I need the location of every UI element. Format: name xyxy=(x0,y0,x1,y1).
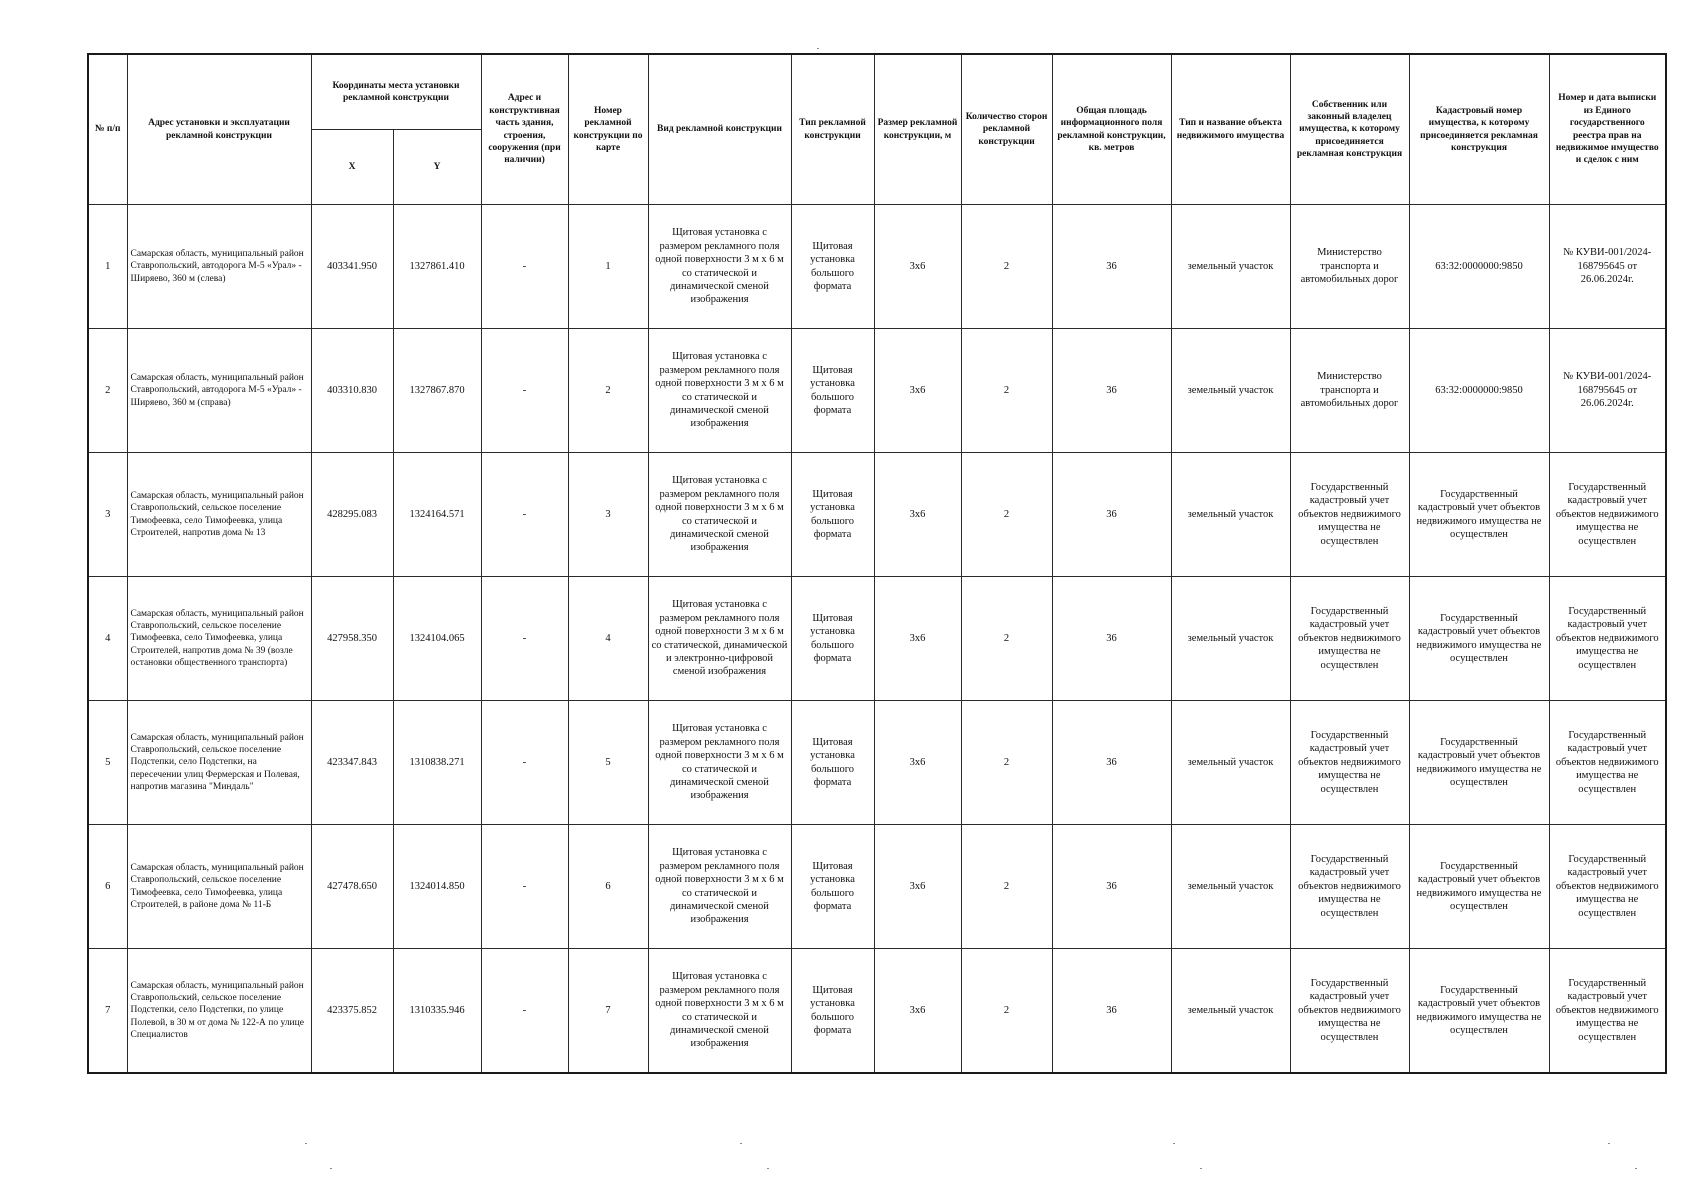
scan-speck xyxy=(740,1143,742,1144)
cell-area: 36 xyxy=(1052,577,1171,701)
header-sides: Количество сторон рекламной конструкции xyxy=(961,54,1052,205)
scan-speck xyxy=(767,1168,769,1169)
cell-cadastral: Государственный кадастровый учет объектов недвижимого имущества не осуществлен xyxy=(1409,577,1549,701)
cell-y: 1324014.850 xyxy=(393,825,481,949)
table-row xyxy=(88,329,1666,453)
cell-area: 36 xyxy=(1052,825,1171,949)
scan-speck xyxy=(1200,1168,1202,1169)
table-header xyxy=(88,54,1666,205)
cell-sides: 2 xyxy=(961,825,1052,949)
cell-num: 5 xyxy=(88,701,127,825)
cell-address: Самарская область, муниципальный район Ставропольский, автодорога М-5 «Урал» - Ширяево, 360 м (слева) xyxy=(127,205,311,329)
cell-property-type: земельный участок xyxy=(1171,825,1290,949)
cell-x: 427958.350 xyxy=(311,577,393,701)
cell-sides: 2 xyxy=(961,577,1052,701)
cell-address: Самарская область, муниципальный район Ставропольский, сельское поселение Тимофеевка, село Тимофеевка, улица Строителей, напротив дома № 39 (возле остановки общественного транспорта) xyxy=(127,577,311,701)
header-address: Адрес установки и эксплуатации рекламной конструкции xyxy=(127,54,311,205)
cell-type: Щитовая установка большого формата xyxy=(791,205,874,329)
header-owner: Собственник или законный владелец имущества, к которому присоединяется рекламная конструкция xyxy=(1290,54,1409,205)
header-cadastral: Кадастровый номер имущества, к которому присоединяется рекламная конструкция xyxy=(1409,54,1549,205)
header-area: Общая площадь информационного поля рекламной конструкции, кв. метров xyxy=(1052,54,1171,205)
cell-num: 4 xyxy=(88,577,127,701)
header-map-num: Номер рекламной конструкции по карте xyxy=(568,54,648,205)
cell-sides: 2 xyxy=(961,701,1052,825)
scan-speck xyxy=(817,48,819,49)
cell-type: Щитовая установка большого формата xyxy=(791,949,874,1074)
cell-kind: Щитовая установка с размером рекламного поля одной поверхности 3 м х 6 м со статической и динамической сменой изображения xyxy=(648,949,791,1074)
cell-size: 3х6 xyxy=(874,949,961,1074)
cell-property-type: земельный участок xyxy=(1171,577,1290,701)
header-size: Размер рекламной конструкции, м xyxy=(874,54,961,205)
cell-cadastral: Государственный кадастровый учет объектов недвижимого имущества не осуществлен xyxy=(1409,453,1549,577)
cell-building: - xyxy=(481,453,568,577)
cell-area: 36 xyxy=(1052,329,1171,453)
cell-size: 3х6 xyxy=(874,453,961,577)
cell-type: Щитовая установка большого формата xyxy=(791,577,874,701)
cell-owner: Министерство транспорта и автомобильных дорог xyxy=(1290,329,1409,453)
cell-map-num: 2 xyxy=(568,329,648,453)
cell-area: 36 xyxy=(1052,453,1171,577)
cell-type: Щитовая установка большого формата xyxy=(791,825,874,949)
header-egrn: Номер и дата выписки из Единого государственного реестра прав на недвижимое имущество и сделок с ним xyxy=(1549,54,1666,205)
cell-property-type: земельный участок xyxy=(1171,329,1290,453)
cell-owner: Государственный кадастровый учет объектов недвижимого имущества не осуществлен xyxy=(1290,949,1409,1074)
cell-sides: 2 xyxy=(961,453,1052,577)
header-property-type: Тип и название объекта недвижимого имущества xyxy=(1171,54,1290,205)
scan-speck xyxy=(1173,1143,1175,1144)
cell-size: 3х6 xyxy=(874,205,961,329)
header-row-top xyxy=(88,54,1666,130)
cell-x: 423347.843 xyxy=(311,701,393,825)
cell-egrn: № КУВИ-001/2024-168795645 от 26.06.2024г. xyxy=(1549,329,1666,453)
scan-speck xyxy=(1635,1168,1637,1169)
cell-kind: Щитовая установка с размером рекламного поля одной поверхности 3 м х 6 м со статической и динамической сменой изображения xyxy=(648,453,791,577)
header-coords: Координаты места установки рекламной конструкции xyxy=(311,54,481,130)
cell-kind: Щитовая установка с размером рекламного поля одной поверхности 3 м х 6 м со статической и динамической сменой изображения xyxy=(648,205,791,329)
cell-x: 403341.950 xyxy=(311,205,393,329)
cell-kind: Щитовая установка с размером рекламного поля одной поверхности 3 м х 6 м со статической, динамической и электронно-цифровой сменой изображения xyxy=(648,577,791,701)
table-body xyxy=(88,205,1666,1074)
cell-num: 1 xyxy=(88,205,127,329)
table-row xyxy=(88,577,1666,701)
cell-area: 36 xyxy=(1052,701,1171,825)
header-y: Y xyxy=(393,130,481,205)
cell-y: 1310838.271 xyxy=(393,701,481,825)
cell-y: 1324164.571 xyxy=(393,453,481,577)
cell-size: 3х6 xyxy=(874,577,961,701)
cell-cadastral: Государственный кадастровый учет объектов недвижимого имущества не осуществлен xyxy=(1409,949,1549,1074)
cell-egrn: Государственный кадастровый учет объектов недвижимого имущества не осуществлен xyxy=(1549,577,1666,701)
cell-kind: Щитовая установка с размером рекламного поля одной поверхности 3 м х 6 м со статической и динамической сменой изображения xyxy=(648,701,791,825)
cell-building: - xyxy=(481,205,568,329)
cell-kind: Щитовая установка с размером рекламного поля одной поверхности 3 м х 6 м со статической и динамической сменой изображения xyxy=(648,825,791,949)
cell-x: 427478.650 xyxy=(311,825,393,949)
cell-building: - xyxy=(481,825,568,949)
cell-owner: Государственный кадастровый учет объектов недвижимого имущества не осуществлен xyxy=(1290,453,1409,577)
cell-sides: 2 xyxy=(961,949,1052,1074)
header-x: X xyxy=(311,130,393,205)
cell-sides: 2 xyxy=(961,205,1052,329)
cell-num: 7 xyxy=(88,949,127,1074)
cell-building: - xyxy=(481,949,568,1074)
cell-address: Самарская область, муниципальный район Ставропольский, автодорога М-5 «Урал» - Ширяево, 360 м (справа) xyxy=(127,329,311,453)
cell-type: Щитовая установка большого формата xyxy=(791,329,874,453)
advertising-structures-table xyxy=(87,53,1667,1074)
cell-map-num: 1 xyxy=(568,205,648,329)
cell-egrn: Государственный кадастровый учет объектов недвижимого имущества не осуществлен xyxy=(1549,825,1666,949)
cell-owner: Государственный кадастровый учет объектов недвижимого имущества не осуществлен xyxy=(1290,701,1409,825)
scan-speck xyxy=(305,1143,307,1144)
cell-kind: Щитовая установка с размером рекламного поля одной поверхности 3 м х 6 м со статической и динамической сменой изображения xyxy=(648,329,791,453)
cell-map-num: 4 xyxy=(568,577,648,701)
cell-map-num: 7 xyxy=(568,949,648,1074)
table-row xyxy=(88,205,1666,329)
cell-egrn: № КУВИ-001/2024-168795645 от 26.06.2024г. xyxy=(1549,205,1666,329)
cell-owner: Министерство транспорта и автомобильных дорог xyxy=(1290,205,1409,329)
cell-address: Самарская область, муниципальный район Ставропольский, сельское поселение Подстепки, село Подстепки, по улице Полевой, в 30 м от дома № 122-А по улице Специалистов xyxy=(127,949,311,1074)
cell-x: 423375.852 xyxy=(311,949,393,1074)
header-num: № п/п xyxy=(88,54,127,205)
cell-y: 1310335.946 xyxy=(393,949,481,1074)
cell-cadastral: 63:32:0000000:9850 xyxy=(1409,205,1549,329)
cell-size: 3х6 xyxy=(874,825,961,949)
cell-map-num: 3 xyxy=(568,453,648,577)
cell-building: - xyxy=(481,701,568,825)
cell-y: 1327861.410 xyxy=(393,205,481,329)
cell-type: Щитовая установка большого формата xyxy=(791,453,874,577)
table-row xyxy=(88,949,1666,1074)
cell-num: 6 xyxy=(88,825,127,949)
cell-egrn: Государственный кадастровый учет объектов недвижимого имущества не осуществлен xyxy=(1549,453,1666,577)
cell-area: 36 xyxy=(1052,205,1171,329)
header-kind: Вид рекламной конструкции xyxy=(648,54,791,205)
cell-x: 403310.830 xyxy=(311,329,393,453)
header-type: Тип рекламной конструкции xyxy=(791,54,874,205)
cell-building: - xyxy=(481,329,568,453)
cell-address: Самарская область, муниципальный район Ставропольский, сельское поселение Подстепки, село Подстепки, на пересечении улиц Фермерская и Полевая, напротив магазина "Миндаль" xyxy=(127,701,311,825)
cell-y: 1324104.065 xyxy=(393,577,481,701)
cell-num: 2 xyxy=(88,329,127,453)
cell-egrn: Государственный кадастровый учет объектов недвижимого имущества не осуществлен xyxy=(1549,949,1666,1074)
table-row xyxy=(88,701,1666,825)
table-row xyxy=(88,825,1666,949)
cell-property-type: земельный участок xyxy=(1171,701,1290,825)
cell-size: 3х6 xyxy=(874,329,961,453)
scan-speck xyxy=(330,1168,332,1169)
cell-num: 3 xyxy=(88,453,127,577)
cell-cadastral: 63:32:0000000:9850 xyxy=(1409,329,1549,453)
cell-cadastral: Государственный кадастровый учет объектов недвижимого имущества не осуществлен xyxy=(1409,825,1549,949)
cell-property-type: земельный участок xyxy=(1171,205,1290,329)
cell-type: Щитовая установка большого формата xyxy=(791,701,874,825)
cell-property-type: земельный участок xyxy=(1171,949,1290,1074)
table-row xyxy=(88,453,1666,577)
cell-address: Самарская область, муниципальный район Ставропольский, сельское поселение Тимофеевка, село Тимофеевка, улица Строителей, напротив дома № 13 xyxy=(127,453,311,577)
header-building: Адрес и конструктивная часть здания, строения, сооружения (при наличии) xyxy=(481,54,568,205)
cell-cadastral: Государственный кадастровый учет объектов недвижимого имущества не осуществлен xyxy=(1409,701,1549,825)
cell-sides: 2 xyxy=(961,329,1052,453)
cell-area: 36 xyxy=(1052,949,1171,1074)
cell-owner: Государственный кадастровый учет объектов недвижимого имущества не осуществлен xyxy=(1290,577,1409,701)
cell-building: - xyxy=(481,577,568,701)
cell-y: 1327867.870 xyxy=(393,329,481,453)
cell-map-num: 5 xyxy=(568,701,648,825)
cell-map-num: 6 xyxy=(568,825,648,949)
cell-egrn: Государственный кадастровый учет объектов недвижимого имущества не осуществлен xyxy=(1549,701,1666,825)
cell-x: 428295.083 xyxy=(311,453,393,577)
cell-owner: Государственный кадастровый учет объектов недвижимого имущества не осуществлен xyxy=(1290,825,1409,949)
cell-size: 3х6 xyxy=(874,701,961,825)
scan-speck xyxy=(1608,1143,1610,1144)
cell-property-type: земельный участок xyxy=(1171,453,1290,577)
cell-address: Самарская область, муниципальный район Ставропольский, сельское поселение Тимофеевка, село Тимофеевка, улица Строителей, в районе дома № 11-Б xyxy=(127,825,311,949)
